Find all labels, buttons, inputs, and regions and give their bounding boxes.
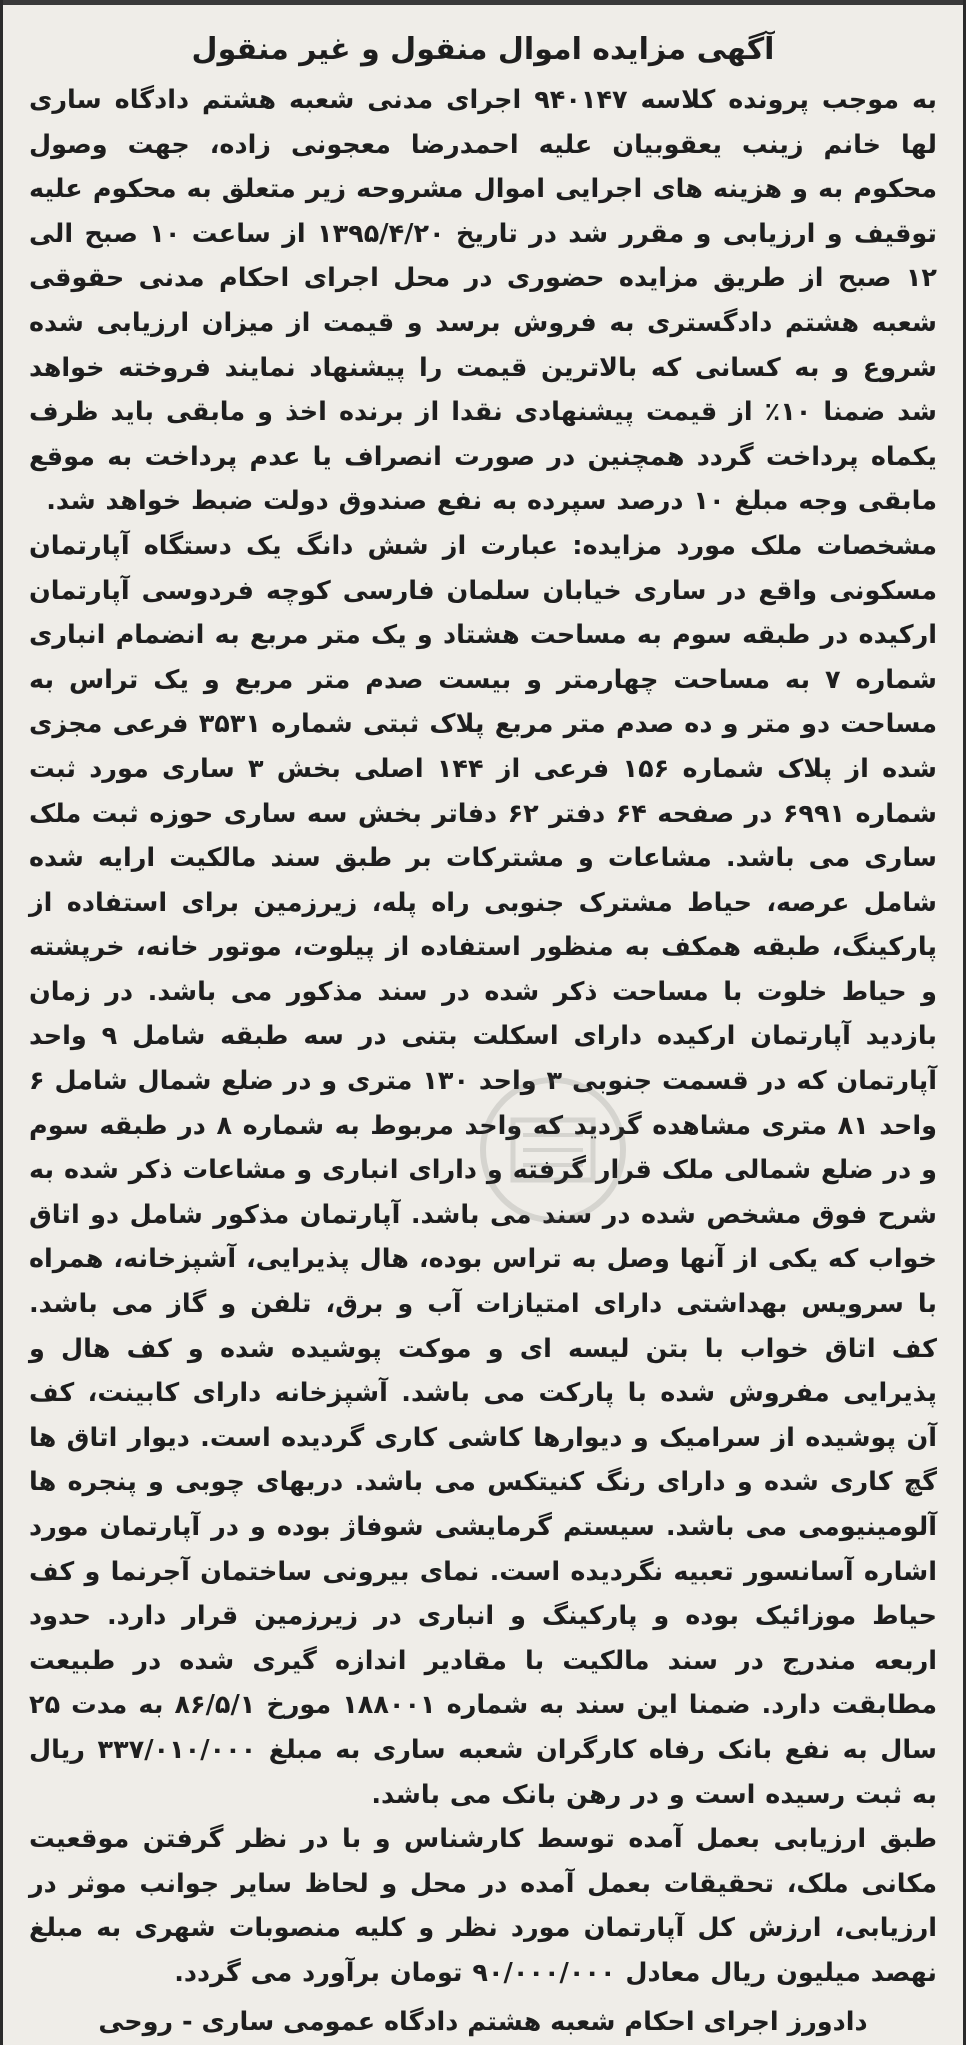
- notice-signature: دادورز اجرای احکام شعبه هشتم دادگاه عمومی ساری - روحی: [98, 2006, 868, 2037]
- notice-paragraph-valuation: طبق ارزیابی بعمل آمده توسط کارشناس و با در نظر گرفتن موقعیت مکانی ملک، تحقیقات بعمل آمده در محل و لحاظ سایر جوانب موثر در ارزیابی، ارزش کل آپارتمان مورد نظر و کلیه منصوبات شهری به مبلغ نهصد میلیون ریال معادل ۹۰/۰۰۰/۰۰۰ تومان برآورد می گردد.: [29, 1824, 937, 1988]
- notice-title: آگهی مزایده اموال منقول و غیر منقول: [191, 32, 775, 67]
- notice-paragraph-property-details: مشخصات ملک مورد مزایده: عبارت از شش دانگ یک دستگاه آپارتمان مسکونی واقع در ساری خیابان سلمان فارسی کوچه فردوسی آپارتمان ارکیده در طبقه سوم به مساحت هشتاد و یک متر مربع به انضمام انباری شماره ۷ به مساحت چهارمتر و بیست صدم متر مربع و یک تراس به مساحت دو متر و ده صدم متر مربع پلاک ثبتی شماره ۳۵۳۱ فرعی مجزی شده از پلاک شماره ۱۵۶ فرعی از ۱۴۴ اصلی بخش ۳ ساری مورد ثبت شماره ۶۹۹۱ در صفحه ۶۴ دفتر ۶۲ دفاتر بخش سه ساری حوزه ثبت ملک ساری می باشد. مشاعات و مشترکات بر طبق سند مالکیت ارایه شده شامل عرصه، حیاط مشترک جنوبی راه پله، زیرزمین برای استفاده از پارکینگ، طبقه همکف به منظور استفاده از پیلوت، موتور خانه، خرپشته و حیاط خلوت با مساحت ذکر شده در سند مذکور می باشد. در زمان بازدید آپارتمان ارکیده دارای اسکلت بتنی در سه طبقه شامل ۹ واحد آپارتمان که در قسمت جنوبی ۳ واحد ۱۳۰ متری و در ضلع شمال شامل ۶ واحد ۸۱ متری مشاهده گردید که واحد مربوط به شماره ۸ در طبقه سوم و در ضلع شمالی ملک قرار گرفته و دارای انباری و مشاعات ذکر شده به شرح فوق مشخص شده در سند می باشد. آپارتمان مذکور شامل دو اتاق خواب که یکی از آنها وصل به تراس بوده، هال پذیرایی، آشپزخانه، همراه با سرویس بهداشتی دارای امتیازات آب و برق، تلفن و گاز می باشد. کف اتاق خواب با بتن لیسه ای و موکت پوشیده شده و کف هال و پذیرایی مفروش شده با پارکت می باشد. آشپزخانه دارای کابینت، کف آن پوشیده از سرامیک و دیوارها کاشی کاری گردیده است. دیوار اتاق ها گچ کاری شده و دارای رنگ کنیتکس می باشد. دربهای چوبی و پنجره ها آلومینیومی می باشد. سیستم گرمایشی شوفاژ بوده و در آپارتمان مورد اشاره آسانسور تعبیه نگردیده است. نمای بیرونی ساختمان آجرنما و کف حیاط موزائیک بوده و پارکینگ و انباری در زیرزمین قرار دارد. حدود اربعه مندرج در سند مالکیت با مقادیر اندازه گیری شده در طبیعت مطابقت دارد. ضمنا این سند به شماره ۱۸۸۰۰۱ مورخ ۸۶/۵/۱ به مدت ۲۵ سال به نفع بانک رفاه کارگران شعبه ساری به مبلغ ۳۳۷/۰۱۰/۰۰۰ ریال به ثبت رسیده است و در رهن بانک می باشد.: [29, 530, 938, 1810]
- notice-paragraph-auction-terms: به موجب پرونده کلاسه ۹۴۰۱۴۷ اجرای مدنی شعبه هشتم دادگاه ساری لها خانم زینب یعقوبیان علیه احمدرضا معجونی زاده، جهت وصول محکوم به و هزینه های اجرایی اموال مشروحه زیر متعلق به محکوم علیه توقیف و ارزیابی و مقرر شد در تاریخ ۱۳۹۵/۴/۲۰ از ساعت ۱۰ صبح الی ۱۲ صبح از طریق مزایده حضوری در محل اجرای احکام مدنی حقوقی شعبه هشتم دادگستری به فروش برسد و قیمت از میزان ارزیابی شده شروع و به کسانی که بالاترین قیمت را پیشنهاد نمایند فروخته خواهد شد ضمنا ۱۰٪ از قیمت پیشنهادی نقدا از برنده اخذ و مابقی باید ظرف یکماه پرداخت گردد همچنین در صورت انصراف یا عدم پرداخت به موقع مابقی وجه مبلغ ۱۰ درصد سپرده به نفع صندوق دولت ضبط خواهد شد.: [29, 85, 938, 517]
- top-border-rule: [3, 0, 963, 5]
